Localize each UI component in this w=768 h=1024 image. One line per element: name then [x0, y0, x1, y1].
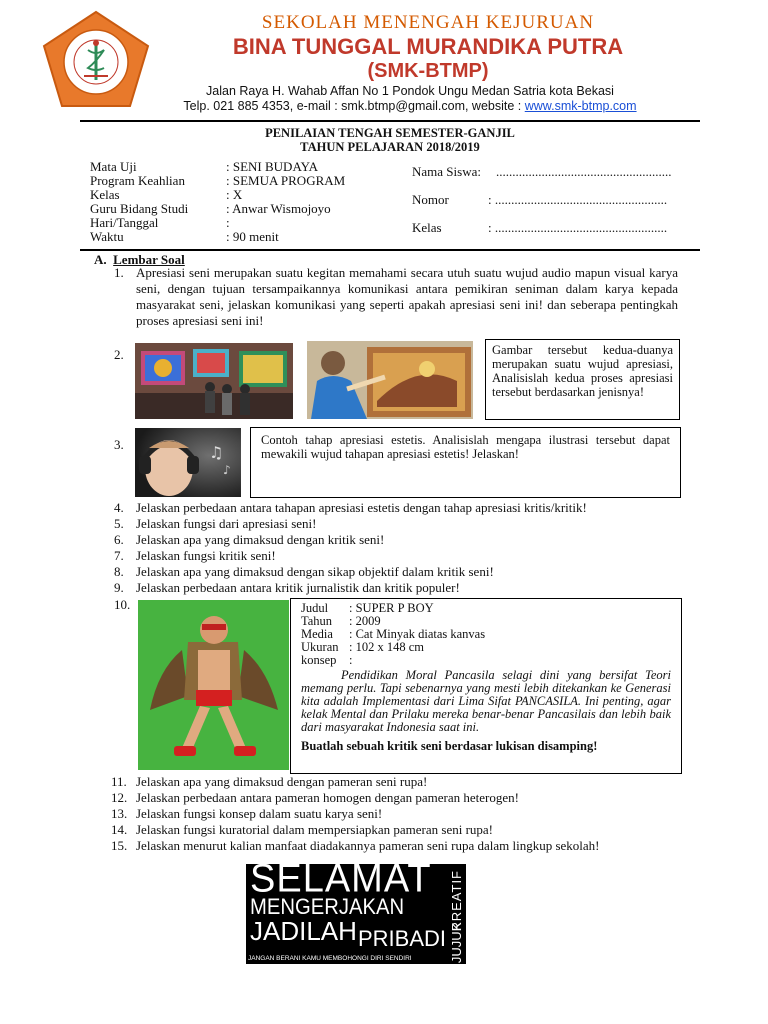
question-3-box: Contoh tahap apresiasi estetis. Analisislah mengapa ilustrasi tersebut dapat mewakili wujud tahapan apresiasi estetis! Jelaskan!: [250, 427, 681, 498]
student-number-blank: : .....................................................: [488, 192, 668, 207]
question-number: 9.: [114, 580, 124, 595]
artwork-media: : Cat Minyak diatas kanvas: [349, 627, 486, 641]
question-number: 13.: [111, 806, 128, 821]
question-number: 8.: [114, 564, 124, 579]
exam-info-labels: [90, 160, 188, 244]
question-number: 2.: [114, 347, 124, 362]
info-divider: [80, 249, 700, 251]
question-text: Jelaskan perbedaan antara kritik jurnalistik dan kritik populer!: [136, 580, 460, 595]
svg-text:♪: ♪: [223, 463, 231, 477]
contact-text: Telp. 021 885 4353, e-mail : smk.btmp@gmail.com, website :: [183, 99, 525, 113]
student-number-field[interactable]: [412, 192, 668, 208]
artwork-size: : 102 x 148 cm: [349, 640, 424, 654]
info-label: Kelas: [90, 187, 120, 202]
question-text: Jelaskan fungsi dari apresiasi seni!: [136, 516, 317, 531]
listening-music-image: [135, 428, 241, 497]
question-text: Jelaskan fungsi kritik seni!: [136, 548, 276, 563]
student-number-label: Nomor: [412, 192, 449, 207]
banner-side-2: JUJUR: [449, 922, 464, 964]
artwork-title: : SUPER P BOY: [349, 601, 434, 615]
question-text: Jelaskan fungsi konsep dalam suatu karya seni!: [136, 806, 383, 821]
student-class-field[interactable]: [412, 220, 668, 236]
banner-bottom: JANGAN BERANI KAMU MEMBOHONGI DIRI SENDIRI: [248, 955, 412, 962]
question-text: Jelaskan menurut kalian manfaat diadakannya pameran seni rupa dalam lingkup sekolah!: [136, 838, 600, 853]
info-value: : SENI BUDAYA: [226, 159, 318, 174]
student-class-label: Kelas: [412, 220, 442, 235]
question-2-box: Gambar tersebut kedua-duanya merupakan suatu wujud apresiasi, Analisislah kedua proses apresiasi tersebut berdasarkan jenisnya!: [485, 339, 680, 420]
artwork-year: : 2009: [349, 614, 381, 628]
website-link[interactable]: www.smk-btmp.com: [524, 99, 637, 113]
info-value: : Anwar Wismojoyo: [226, 201, 331, 216]
super-p-boy-painting: [138, 600, 289, 770]
artwork-title-label: Judul: [301, 601, 329, 615]
gallery-visitors-image: [135, 343, 293, 419]
question-number: 1.: [114, 265, 124, 280]
info-label: Mata Uji: [90, 159, 137, 174]
exam-year: TAHUN PELAJARAN 2018/2019: [300, 140, 480, 154]
question-number: 12.: [111, 790, 128, 805]
artwork-media-label: Media: [301, 627, 333, 641]
question-number: 5.: [114, 516, 124, 531]
banner-side-1: KREATIF: [449, 870, 464, 931]
artwork-concept-label: konsep: [301, 653, 337, 667]
question-number: 11.: [111, 774, 127, 789]
student-name-field[interactable]: [412, 164, 672, 180]
painter-image: [307, 341, 473, 419]
student-class-blank: : .....................................................: [488, 220, 668, 235]
info-value: :: [226, 215, 230, 230]
question-number: 14.: [111, 822, 128, 837]
artwork-concept-colon: :: [349, 653, 353, 667]
info-label: Program Keahlian: [90, 173, 185, 188]
question-text: Jelaskan perbedaan antara tahapan apresiasi estetis dengan tahap apresiasi kritis/kritik!: [136, 500, 587, 515]
banner-line-3: JADILAH: [250, 916, 357, 946]
section-name: Lembar Soal: [113, 252, 185, 267]
info-label: Hari/Tanggal: [90, 215, 159, 230]
banner-line-4: PRIBADI: [358, 926, 447, 951]
student-name-label: Nama Siswa:: [412, 164, 481, 179]
question-text: Jelaskan apa yang dimaksud dengan kritik seni!: [136, 532, 385, 547]
good-luck-banner: [246, 864, 466, 964]
question-text: Jelaskan apa yang dimaksud dengan sikap objektif dalam kritik seni!: [136, 564, 494, 579]
exam-title: PENILAIAN TENGAH SEMESTER-GANJIL: [265, 126, 515, 140]
school-address: Jalan Raya H. Wahab Affan No 1 Pondok Ungu Medan Satria kota Bekasi: [206, 84, 614, 98]
question-1-text: Apresiasi seni merupakan suatu kegitan memahami secara utuh suatu wujud audio mapun visual karya seni, dengan tujuan tersampaikannya komunikasi antara pemikiran seniman dalam karya kepada masyarakat seni, jelaskan komunikasi yang seperti apakah apresiasi seni ini! dan seberapa pentingkah proses apresiasi seni ini!: [136, 265, 678, 328]
student-name-blank: ......................................................: [496, 164, 672, 179]
artwork-year-label: Tahun: [301, 614, 333, 628]
question-number: 15.: [111, 838, 128, 853]
school-abbreviation: (SMK-BTMP): [367, 60, 489, 82]
banner-line-2: MENGERJAKAN: [250, 894, 405, 919]
question-10-box: [290, 598, 682, 774]
school-name: BINA TUNGGAL MURANDIKA PUTRA: [232, 34, 624, 59]
info-label: Guru Bidang Studi: [90, 201, 189, 216]
exam-info-values: [226, 160, 345, 244]
artwork-concept-paragraph: Pendidikan Moral Pancasila selagi dini yang bersifat Teori memang perlu. Tapi sebenarnya yang mesti lebih ditekankan ke Generasi kita adalah Implementasi dari Lima Sifat PANCASILA. Ini penting, agar kelak Mental dan Prilaku mereka benar-benar Pancasilais dan lebih baik dari masyarakat Indonesia saat ini.: [301, 668, 671, 734]
svg-text:♫: ♫: [209, 443, 224, 462]
header-divider: [80, 120, 700, 122]
question-number: 4.: [114, 500, 124, 515]
artwork-size-label: Ukuran: [301, 640, 339, 654]
question-text: Jelaskan fungsi kuratorial dalam mempersiapkan pameran seni rupa!: [136, 822, 494, 837]
question-text: Jelaskan apa yang dimaksud dengan pameran seni rupa!: [136, 774, 428, 789]
info-label: Waktu: [90, 229, 124, 244]
section-prefix: A.: [94, 252, 107, 267]
info-value: : X: [226, 187, 243, 202]
question-text: Jelaskan perbedaan antara pameran homogen dengan pameran heterogen!: [136, 790, 519, 805]
school-contact: [120, 99, 700, 113]
info-value: : SEMUA PROGRAM: [226, 173, 346, 188]
banner-line-1: SELAMAT: [250, 864, 432, 902]
question-10-instruction: Buatlah sebuah kritik seni berdasar lukisan disamping!: [301, 739, 598, 753]
question-number: 10.: [114, 597, 131, 612]
question-number: 7.: [114, 548, 124, 563]
question-number: 6.: [114, 532, 124, 547]
info-value: : 90 menit: [226, 229, 279, 244]
school-type: SEKOLAH MENENGAH KEJURUAN: [261, 12, 595, 33]
question-number: 3.: [114, 437, 124, 452]
